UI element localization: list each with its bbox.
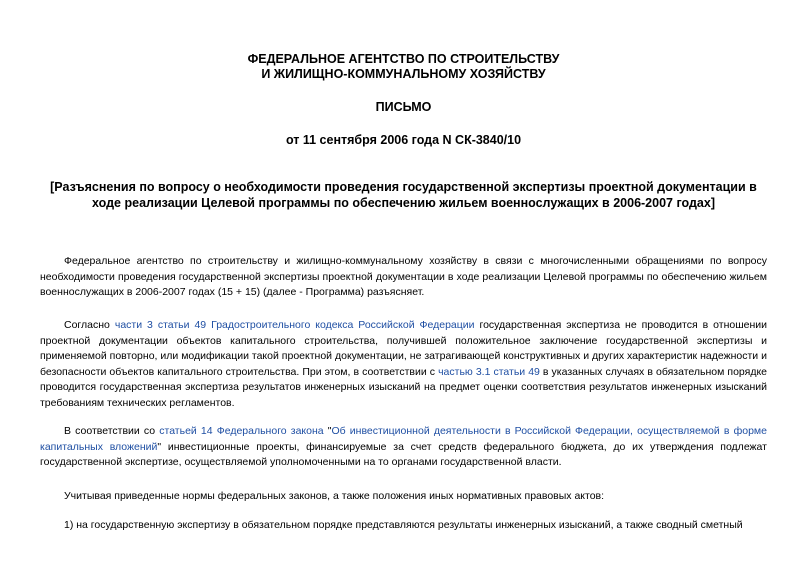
paragraph-article-49 <box>40 318 767 411</box>
document-date: от 11 сентября 2006 года N СК-3840/10 <box>285 133 522 147</box>
paragraph-intro: Федеральное агентство по строительству и жилищно-коммунальному хозяйству в связи с многочисленными обращениями по вопросу необходимости проведения государственной экспертизы проектной документации в ходе реализации Целевой программы по обеспечению жильем военнослужащих в 2006-2007 годах (15 + 15) (далее - Программа) разъясняет. <box>40 255 767 298</box>
agency-title <box>0 52 807 82</box>
document-subject: [Разъяснения по вопросу о необходимости проведения государственной экспертизы проектной документации в ходе реализации Целевой программы по обеспечению жильем военнослужащих в 2006-2007 годах] <box>50 180 757 210</box>
paragraph-text: " инвестиционные проекты, финансируемые за счет средств федерального бюджета, до их утверждения подлежат государственной экспертизе, осуществляемой уполномоченными на то органами государственной власти. <box>40 440 767 468</box>
paragraph-text: " <box>323 425 332 437</box>
paragraph-text: государственная экспертиза не проводится в отношении проектной документации объектов капитального строительства, получившей положительное заключение государственной экспертизы и применяемой повторно, или модификации такой проектной документации, не затрагивающей конструктивных и других характеристик надежности и безопасности объектов капитального строительства. При этом, в соответствии с <box>40 319 768 378</box>
paragraph-considering: Учитывая приведенные нормы федеральных законов, а также положения иных нормативных правовых актов: <box>64 490 605 502</box>
paragraph-text: в указанных случаях в обязательном порядке проводится государственная экспертиза результатов инженерных изысканий на предмет оценки соответствия результатов инженерных изысканий требованиям технических регламентов. <box>40 365 767 409</box>
document-type: ПИСЬМО <box>375 100 432 114</box>
paragraph-item-1: 1) на государственную экспертизу в обязательном порядке представляются результаты инженерных изысканий, а также сводный сметный <box>64 519 743 531</box>
agency-title-line2: И ЖИЛИЩНО-КОММУНАЛЬНОМУ ХОЗЯЙСТВУ <box>261 67 546 81</box>
link-article-14-federal-law[interactable]: статьей 14 Федерального закона <box>159 425 324 437</box>
paragraph-text: В соответствии со <box>64 425 160 437</box>
link-article-49-part-3[interactable]: части 3 статьи 49 Градостроительного кодекса Российской Федерации <box>114 319 475 331</box>
agency-title-line1: ФЕДЕРАЛЬНОЕ АГЕНТСТВО ПО СТРОИТЕЛЬСТВУ <box>247 52 560 66</box>
paragraph-text: Согласно <box>64 319 115 331</box>
link-investment-law[interactable]: Об инвестиционной деятельности в Российской Федерации, осуществляемой в форме капитальных вложений <box>40 425 767 453</box>
paragraph-article-14 <box>40 424 767 471</box>
link-article-49-part-3-1[interactable]: частью 3.1 статьи 49 <box>438 365 540 378</box>
